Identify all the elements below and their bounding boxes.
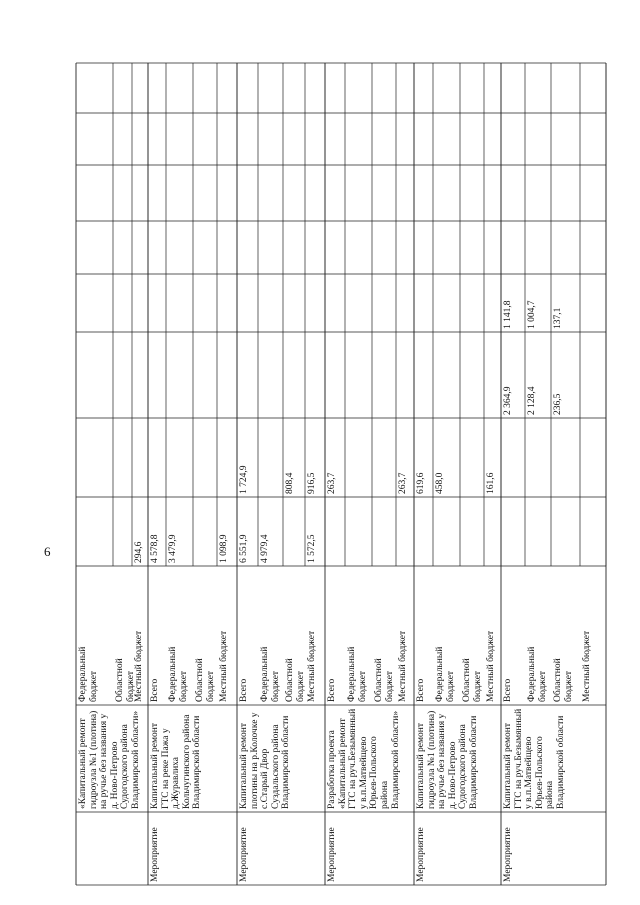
budget-label-text: Областной бюджет xyxy=(115,658,136,702)
budget-value-text: 1 098,9 xyxy=(219,534,229,563)
budget-label-text: Областной бюджет xyxy=(374,658,395,702)
budget-label-text: Местный бюджет xyxy=(307,630,317,702)
budget-label xyxy=(484,566,501,705)
budget-label-text: Местный бюджет xyxy=(219,630,229,702)
row-kind xyxy=(325,812,414,885)
budget-label-text: Областной бюджет xyxy=(462,658,483,702)
budget-label xyxy=(414,566,433,705)
budget-label-text: Местный бюджет xyxy=(398,630,408,702)
budget-value xyxy=(433,418,460,497)
budget-label-text: Местный бюджет xyxy=(582,630,592,702)
page-number: 6 xyxy=(44,544,51,559)
budget-value-text: 619,6 xyxy=(416,472,426,494)
budget-value xyxy=(551,274,580,332)
budget-label-text: Всего xyxy=(239,678,249,702)
budget-value-text: 161,6 xyxy=(486,472,496,494)
budget-label xyxy=(283,566,305,705)
budget-label-text: Федеральный бюджет xyxy=(527,646,548,702)
budget-value xyxy=(258,497,283,566)
budget-label-text: Всего xyxy=(327,678,337,702)
budget-label-text: Федеральный бюджет xyxy=(78,646,99,702)
budget-label xyxy=(258,566,283,705)
budget-value-text: 294,6 xyxy=(134,541,144,563)
budget-label xyxy=(325,566,345,705)
row-kind-text: Мероприятие xyxy=(239,827,249,882)
budget-value-text: 4 979,4 xyxy=(260,534,270,563)
row-name-text: Капитальный ремонт ГТС на реке Пажа у д.Журавлиха Кольчугинского района Владимирской области xyxy=(150,714,203,809)
row-name xyxy=(414,705,501,812)
budget-value xyxy=(501,274,525,332)
budget-value-text: 458,0 xyxy=(435,472,445,494)
budget-value xyxy=(414,418,433,497)
budget-label-text: Местный бюджет xyxy=(134,630,144,702)
budget-label xyxy=(113,566,136,705)
budget-label xyxy=(76,566,113,705)
budget-label-text: Областной бюджет xyxy=(285,658,306,702)
budget-value-text: 2 364,9 xyxy=(503,386,513,415)
budget-value xyxy=(132,497,148,566)
budget-label xyxy=(433,566,460,705)
budget-value xyxy=(396,418,414,497)
budget-label-text: Областной бюджет xyxy=(195,658,216,702)
budget-value xyxy=(305,418,325,497)
budget-value xyxy=(217,497,237,566)
budget-label-text: Федеральный бюджет xyxy=(260,646,281,702)
budget-label-text: Всего xyxy=(150,678,160,702)
row-name xyxy=(148,705,237,812)
budget-value-text: 263,7 xyxy=(327,472,337,494)
row-name-text: Капитальный ремонт плотины на р.Колочке у с.Старый Двор Суздальского района Владимирской области xyxy=(239,712,292,809)
budget-label-text: Федеральный бюджет xyxy=(347,646,368,702)
budget-label-text: Федеральный бюджет xyxy=(168,646,189,702)
row-name-text: Капитальный ремонт гидроузла №1 (плотина) на ручье без названия у д. Ново-Петрово Судогодского района Владимирской области xyxy=(416,710,479,809)
budget-value xyxy=(525,274,551,332)
row-name-text: «Капитальный ремонт гидроузла №1 (плотина) на ручье без названия у д. Ново-Петрово Судогодского района Владимирской области» xyxy=(78,710,141,809)
row-name xyxy=(76,705,148,812)
budget-label xyxy=(237,566,258,705)
row-kind-text xyxy=(76,812,148,885)
budget-label xyxy=(132,566,148,705)
budget-value xyxy=(237,497,258,566)
row-name xyxy=(501,705,606,812)
budget-label xyxy=(551,566,580,705)
budget-value-text: 916,5 xyxy=(307,472,317,494)
row-kind-text: Мероприятие xyxy=(150,827,160,882)
budget-value xyxy=(501,332,525,418)
budget-value xyxy=(166,497,193,566)
budget-value xyxy=(305,497,325,566)
budget-label-text: Федеральный бюджет xyxy=(435,646,456,702)
budget-label xyxy=(396,566,414,705)
budget-label xyxy=(580,566,606,705)
budget-value xyxy=(148,497,166,566)
budget-value-text: 808,4 xyxy=(285,472,295,494)
budget-value-text: 1 004,7 xyxy=(527,300,537,329)
budget-value xyxy=(283,418,305,497)
row-name xyxy=(325,705,414,812)
row-kind-text: Мероприятие xyxy=(416,827,426,882)
row-name xyxy=(237,705,325,812)
budget-label xyxy=(525,566,551,705)
budget-value-text: 1 572,5 xyxy=(307,534,317,563)
budget-label-text: Всего xyxy=(503,678,513,702)
budget-value-text: 3 479,9 xyxy=(168,534,178,563)
budget-label-text: Местный бюджет xyxy=(486,630,496,702)
budget-label xyxy=(372,566,396,705)
budget-label xyxy=(460,566,484,705)
row-kind-text: Мероприятие xyxy=(503,827,513,882)
row-kind xyxy=(76,812,148,885)
budget-value-text: 137,1 xyxy=(553,307,563,329)
budget-label xyxy=(166,566,193,705)
budget-value xyxy=(525,332,551,418)
row-name-text: Разработка проекта «Капитальный ремонт ГТС на руч.Безымянный у в.п.Матвейщево Юрьев-Польского района Владимирской области» xyxy=(327,708,401,809)
row-kind xyxy=(237,812,325,885)
budget-value xyxy=(237,418,258,497)
budget-label xyxy=(345,566,372,705)
row-kind xyxy=(501,812,606,885)
budget-value-text: 4 578,8 xyxy=(150,534,160,563)
budget-value-text: 236,5 xyxy=(553,393,563,415)
budget-label xyxy=(148,566,166,705)
row-kind xyxy=(148,812,237,885)
budget-value-text: 1 141,8 xyxy=(503,300,513,329)
budget-value-text: 6 551,9 xyxy=(239,534,249,563)
budget-label xyxy=(501,566,525,705)
budget-value xyxy=(551,332,580,418)
budget-value xyxy=(484,418,501,497)
budget-label-text: Всего xyxy=(416,678,426,702)
budget-value-text: 2 128,4 xyxy=(527,386,537,415)
budget-label-text: Областной бюджет xyxy=(553,658,574,702)
budget-label xyxy=(193,566,217,705)
budget-label xyxy=(305,566,325,705)
budget-value xyxy=(325,418,345,497)
budget-value-text: 263,7 xyxy=(398,472,408,494)
row-name-text: Капитальный ремонт ГТС на руч.Безымянный у в.п.Матвейщево Юрьев-Польского района Владимирской области xyxy=(503,708,566,809)
row-kind xyxy=(414,812,501,885)
budget-label xyxy=(217,566,237,705)
budget-value-text: 1 724,9 xyxy=(239,465,249,494)
row-kind-text: Мероприятие xyxy=(327,827,337,882)
